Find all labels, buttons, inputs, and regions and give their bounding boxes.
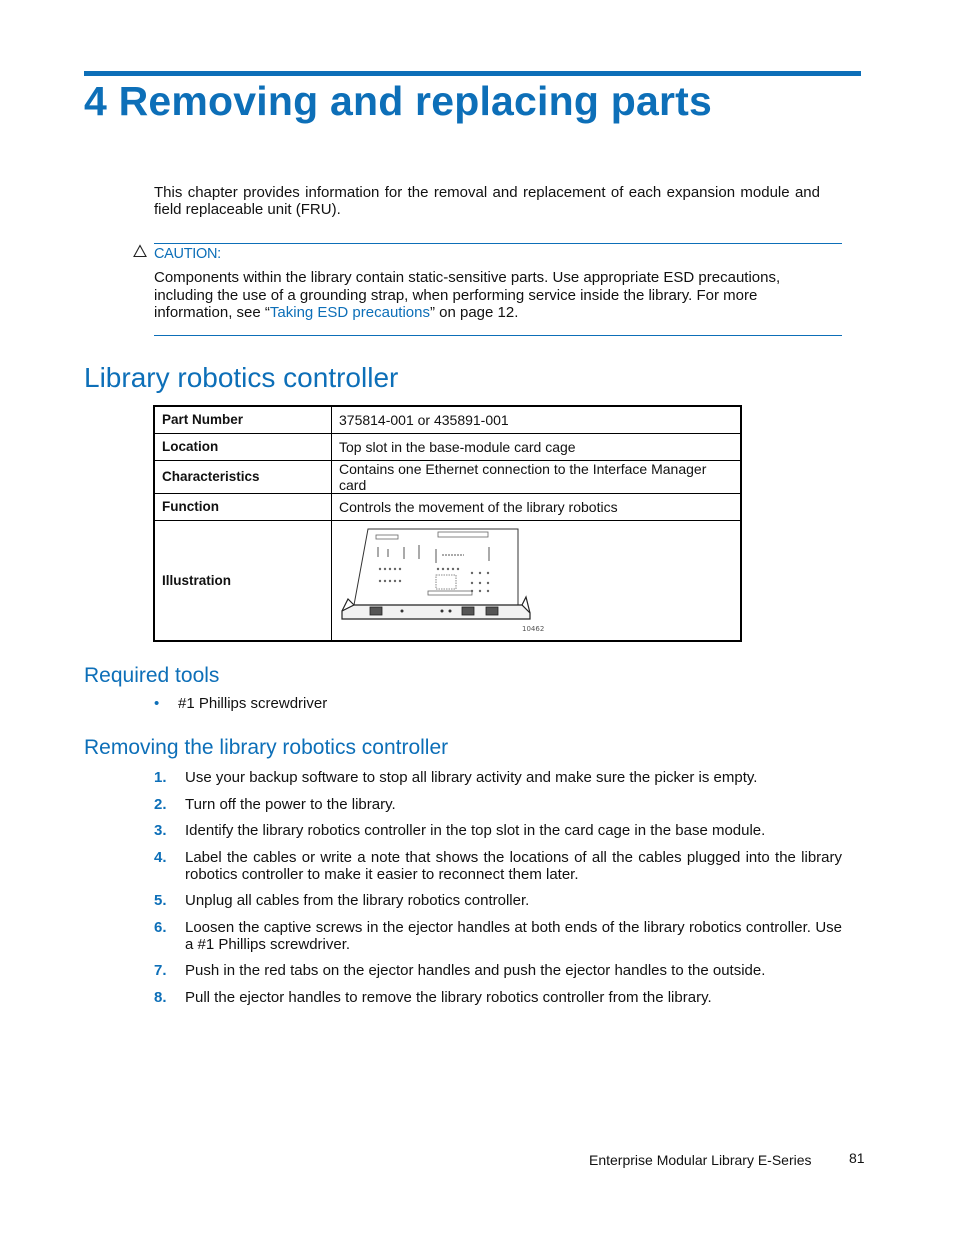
parts-table — [153, 405, 742, 642]
step-number: 6. — [154, 918, 167, 936]
list-item — [154, 962, 842, 979]
list-item — [154, 769, 842, 786]
removal-steps-list — [154, 769, 842, 1015]
step-text: Identify the library robotics controller in the top slot in the card cage in the base module. — [185, 822, 766, 839]
list-item — [154, 695, 327, 712]
step-number: 5. — [154, 892, 167, 909]
required-tools-list — [154, 695, 327, 712]
step-text: Pull the ejector handles to remove the library robotics controller from the library. — [185, 988, 712, 1006]
step-number: 8. — [154, 988, 167, 1006]
list-item — [154, 989, 842, 1006]
robotics-controller-card-illustration — [332, 521, 732, 640]
table-value: Top slot in the base-module card cage — [332, 433, 742, 460]
illustration-cell — [332, 520, 742, 641]
bullet-icon: • — [154, 695, 160, 712]
removing-title: Removing the library robotics controller — [84, 736, 449, 759]
table-key: Illustration — [154, 520, 332, 641]
table-row — [154, 460, 741, 493]
list-item — [154, 892, 842, 909]
list-item — [154, 919, 842, 953]
table-value: Contains one Ethernet connection to the Interface Manager card — [332, 460, 742, 493]
chapter-top-rule — [84, 71, 861, 76]
table-key: Characteristics — [154, 460, 332, 493]
footer-document-title: Enterprise Modular Library E-Series — [589, 1152, 812, 1168]
caution-bottom-rule — [154, 335, 842, 336]
table-key: Location — [154, 433, 332, 460]
intro-paragraph: This chapter provides information for the removal and replacement of each expansion module and field replaceable unit (FRU). — [154, 184, 820, 218]
table-value: Controls the movement of the library robotics — [332, 493, 742, 520]
step-number: 7. — [154, 962, 167, 979]
chapter-title: 4 Removing and replacing parts — [84, 78, 712, 124]
step-number: 3. — [154, 822, 167, 839]
list-item — [154, 796, 842, 813]
caution-label: CAUTION: — [154, 246, 221, 262]
esd-precautions-link[interactable]: Taking ESD precautions — [269, 304, 430, 321]
step-text: Label the cables or write a note that shows the locations of all the cables plugged into the library robotics controller to make it easier to reconnect them later. — [185, 848, 842, 883]
illustration-id: 10462 — [522, 624, 545, 633]
table-row — [154, 433, 741, 460]
list-item — [154, 849, 842, 883]
caution-triangle-icon — [133, 244, 147, 258]
table-key: Part Number — [154, 406, 332, 433]
list-item-text: #1 Phillips screwdriver — [178, 695, 328, 712]
caution-text-after: ” on page 12. — [429, 304, 519, 321]
caution-text-before: Components within the library contain static-sensitive parts. Use appropriate ESD precautions, including the use of a grounding strap, when performing service inside the library. For more information, see “ — [154, 269, 781, 321]
table-row — [154, 493, 741, 520]
caution-text — [154, 269, 828, 322]
list-item — [154, 822, 842, 839]
step-text: Loosen the captive screws in the ejector handles at both ends of the library robotics controller. Use a #1 Phillips screwdriver. — [185, 918, 842, 953]
table-row — [154, 406, 741, 433]
table-value: 375814-001 or 435891-001 — [332, 406, 742, 433]
section-title: Library robotics controller — [84, 362, 399, 393]
step-text: Use your backup software to stop all library activity and make sure the picker is empty. — [185, 769, 758, 786]
step-text: Unplug all cables from the library robotics controller. — [185, 892, 530, 909]
required-tools-title: Required tools — [84, 664, 220, 687]
step-number: 2. — [154, 795, 167, 813]
step-number: 1. — [154, 769, 167, 786]
step-text: Push in the red tabs on the ejector handles and push the ejector handles to the outside. — [185, 962, 766, 979]
table-key: Function — [154, 493, 332, 520]
footer-page-number: 81 — [849, 1150, 865, 1166]
step-number: 4. — [154, 848, 167, 866]
table-row — [154, 520, 741, 641]
caution-top-rule — [154, 243, 842, 244]
step-text: Turn off the power to the library. — [185, 795, 396, 813]
